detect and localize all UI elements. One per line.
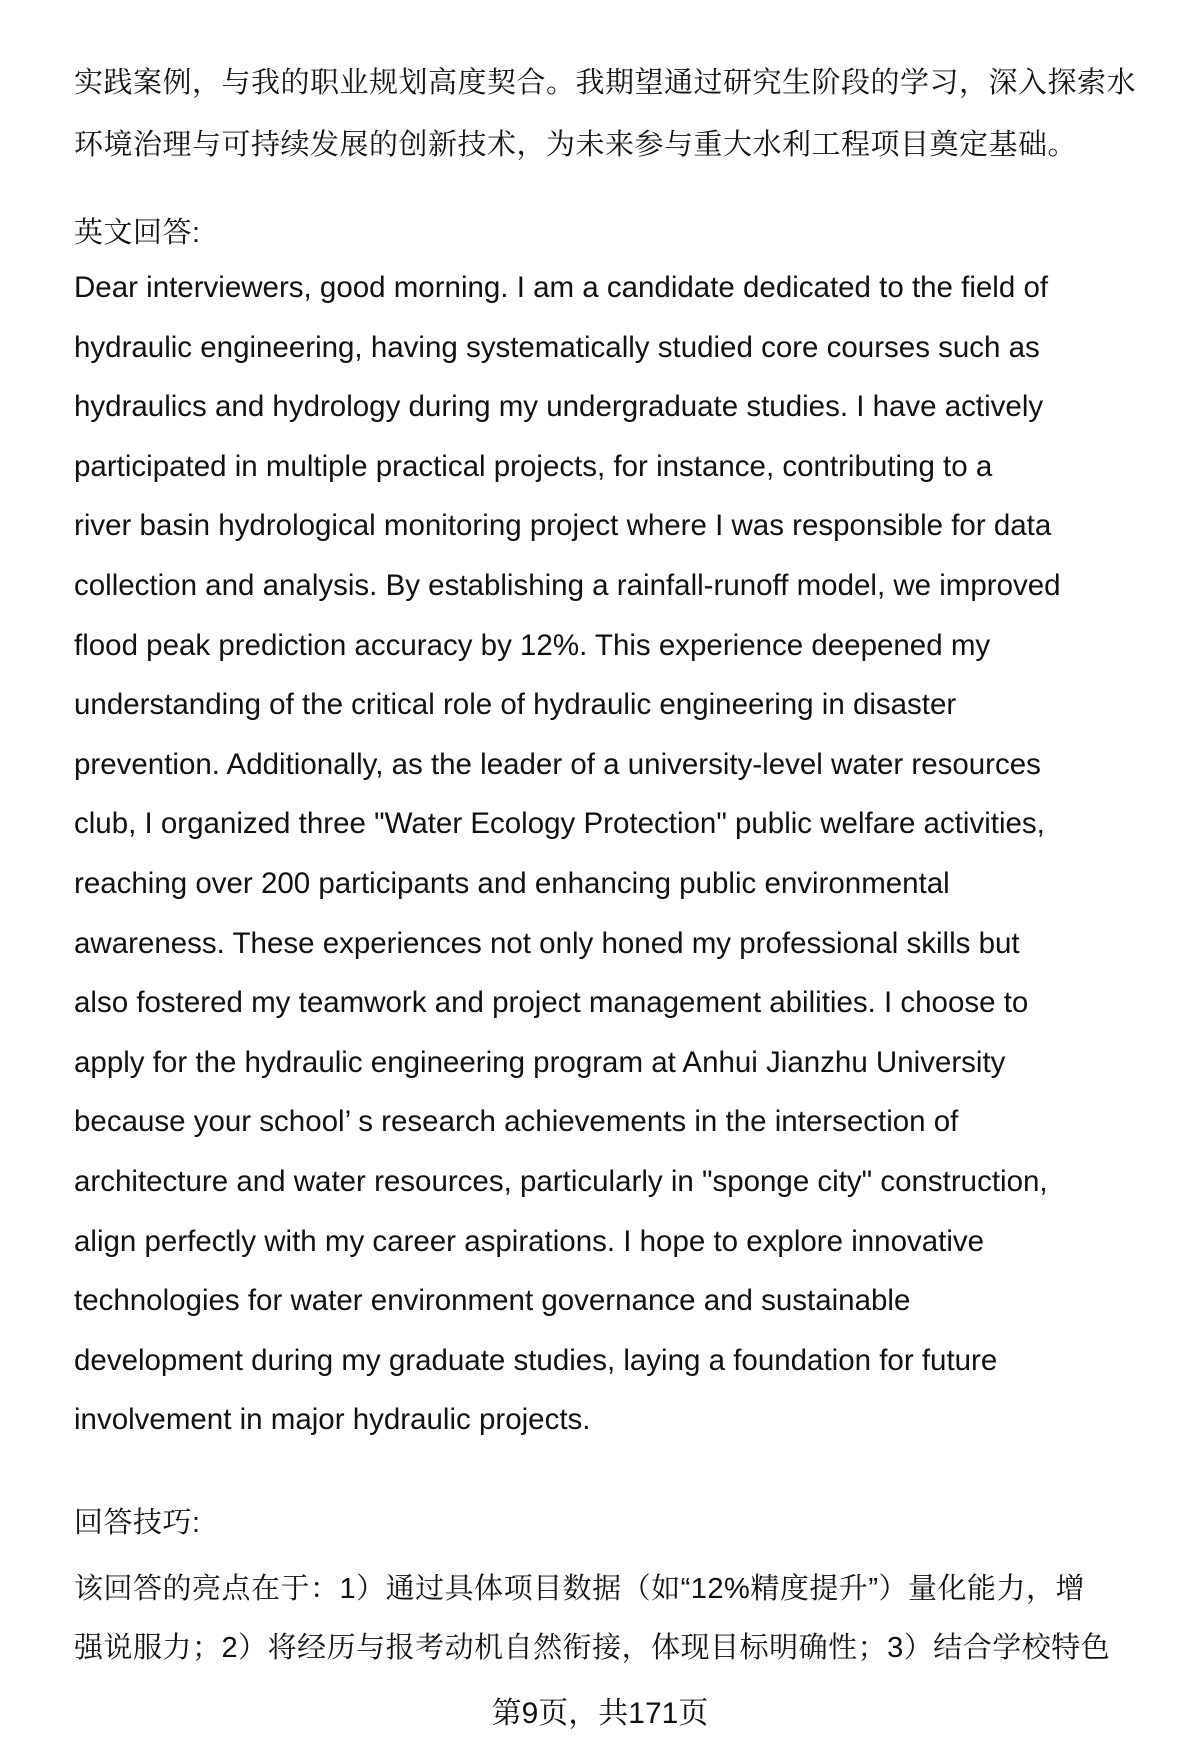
english-answer-heading: 英文回答: — [74, 217, 201, 249]
english-answer-line: hydraulics and hydrology during my undergraduate studies. I have actively — [74, 390, 1044, 424]
tips-line: 强说服力；2）将经历与报考动机自然衔接，体现目标明确性；3）结合学校特色 — [74, 1632, 1111, 1664]
english-answer-line: involvement in major hydraulic projects. — [74, 1403, 591, 1437]
english-answer-line: club, I organized three "Water Ecology Protection" public welfare activities, — [74, 807, 1045, 841]
english-answer-line: awareness. These experiences not only honed my professional skills but — [74, 926, 1020, 960]
english-answer-line: reaching over 200 participants and enhancing public environmental — [74, 867, 950, 900]
english-answer-line: understanding of the critical role of hydraulic engineering in disaster — [74, 688, 957, 722]
intro-line: 实践案例，与我的职业规划高度契合。我期望通过研究生阶段的学习，深入探索水 — [74, 67, 1137, 99]
english-answer-line: collection and analysis. By establishing a rainfall-runoff model, we improved — [74, 569, 1061, 602]
tips-heading: 回答技巧: — [74, 1507, 201, 1539]
english-answer-line: hydraulic engineering, having systematically studied core courses such as — [74, 330, 1040, 364]
english-answer-line: Dear interviewers, good morning. I am a candidate dedicated to the field of — [74, 271, 1049, 304]
english-answer-line: flood peak prediction accuracy by 12%. This experience deepened my — [74, 628, 991, 662]
english-answer-line: architecture and water resources, particularly in "sponge city" construction, — [74, 1165, 1048, 1198]
english-answer-line: prevention. Additionally, as the leader of a university-level water resources — [74, 747, 1041, 781]
intro-line: 环境治理与可持续发展的创新技术，为未来参与重大水利工程项目奠定基础。 — [74, 129, 1078, 161]
english-answer-line: technologies for water environment governance and sustainable — [74, 1284, 911, 1318]
english-answer-line: river basin hydrological monitoring project where I was responsible for data — [74, 509, 1052, 543]
english-answer-line: align perfectly with my career aspirations. I hope to explore innovative — [74, 1224, 985, 1258]
english-answer-line: participated in multiple practical projects, for instance, contributing to a — [74, 449, 993, 483]
tips-line: 该回答的亮点在于：1）通过具体项目数据（如“12%精度提升”）量化能力，增 — [74, 1573, 1085, 1605]
english-answer-line: apply for the hydraulic engineering program at Anhui Jianzhu University — [74, 1045, 1006, 1079]
english-answer-line: also fostered my teamwork and project management abilities. I choose to — [74, 986, 1029, 1020]
english-answer-line: because your school’ s research achievements in the intersection of — [74, 1105, 959, 1139]
english-answer-line: development during my graduate studies, laying a foundation for future — [74, 1343, 998, 1377]
page-number: 第9页，共171页 — [491, 1697, 709, 1730]
